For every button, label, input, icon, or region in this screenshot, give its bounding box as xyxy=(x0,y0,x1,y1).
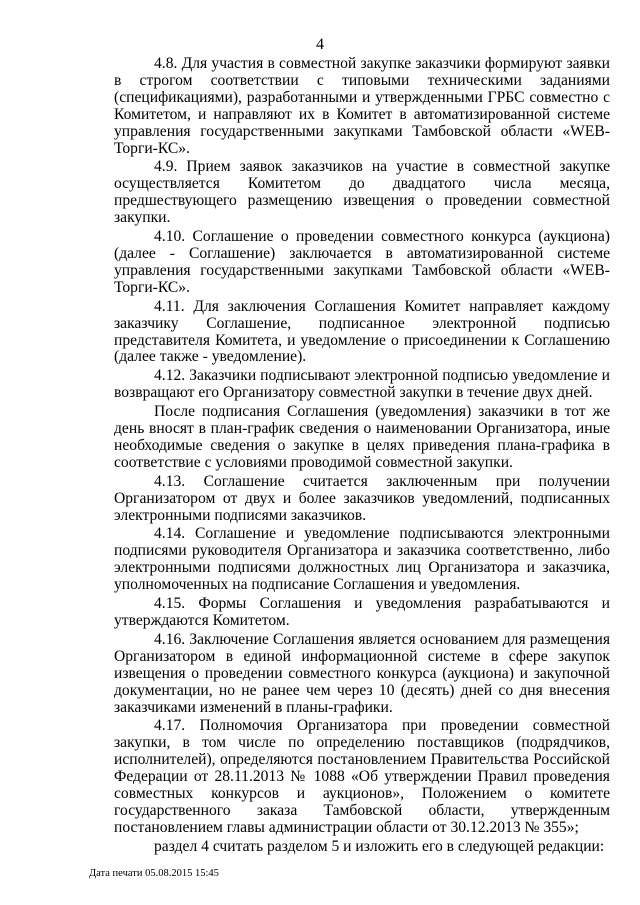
paragraph-4-12: 4.12. Заказчики подписывают электронной подписью уведомление и возвращают его Организатору совместной закупки в течение двух дней. xyxy=(114,367,610,402)
paragraph-4-15: 4.15. Формы Соглашения и уведомления разрабатываются и утверждаются Комитетом. xyxy=(114,595,610,629)
page-number: 4 xyxy=(316,36,324,53)
paragraph-4-8: 4.8. Для участия в совместной закупке заказчики формируют заявки в строгом соответствии с типовыми техническими заданиями (спецификациями), разработанными и утвержденными ГРБС совместно с Комитетом, и направляют их в Комитет в автоматизированной системе управления государственными закупками Тамбовской области «WEB-Торги-КС». xyxy=(114,55,610,157)
document-body xyxy=(114,56,610,858)
paragraph-4-17: 4.17. Полномочия Организатора при проведении совместной закупки, в том числе по определению поставщиков (подрядчиков, исполнителей), определяются постановлением Правительства Российской Федерации от 28.11.2013 № 1088 «Об утверждении Правил проведения совместных конкурсов и аукционов», Положением о комитете государственного заказа Тамбовской области, утвержденным постановлением главы администрации области от 30.12.2013 № 355»; xyxy=(114,717,610,836)
paragraph-4-16: 4.16. Заключение Соглашения является основанием для размещения Организатором в единой информационной системе в сфере закупок извещения о проведении совместного конкурса (аукциона) и закупочной документации, но не ранее чем через 10 (десять) дней со дня внесения заказчиками изменений в планы-графики. xyxy=(114,630,610,716)
paragraph-4-11: 4.11. Для заключения Соглашения Комитет направляет каждому заказчику Соглашение, подписанное электронной подписью представителя Комитета, и уведомление о присоединении к Соглашению (далее также - уведомление). xyxy=(114,297,610,366)
paragraph-4-10: 4.10. Соглашение о проведении совместного конкурса (аукциона) (далее - Соглашение) заключается в автоматизированной системе управления государственными закупками Тамбовской области «WEB-Торги-КС». xyxy=(114,228,610,296)
paragraph-plan-schedule: После подписания Соглашения (уведомления) заказчики в тот же день вносят в план-график сведения о наименовании Организатора, иные необходимые сведения о закупке в целях приведения плана-графика в соответствие с условиями проводимой совместной закупки. xyxy=(114,403,610,471)
paragraph-section-5: раздел 4 считать разделом 5 и изложить его в следующей редакции: xyxy=(154,837,605,855)
paragraph-4-13: 4.13. Соглашение считается заключенным при получении Организатором от двух и более заказчиков уведомлений, подписанных электронными подписями заказчиков. xyxy=(114,472,610,524)
print-date-footer: Дата печати 05.08.2015 15:45 xyxy=(89,868,219,879)
paragraph-4-9: 4.9. Прием заявок заказчиков на участие в совместной закупке осуществляется Комитетом до двадцатого числа месяца, предшествующего размещению извещения о проведении совместной закупки. xyxy=(114,158,610,227)
paragraph-4-14: 4.14. Соглашение и уведомление подписываются электронными подписями руководителя Организатора и заказчика соответственно, либо электронными подписями должностных лиц Организатора и заказчика, уполномоченных на подписание Соглашения и уведомления. xyxy=(114,525,610,594)
